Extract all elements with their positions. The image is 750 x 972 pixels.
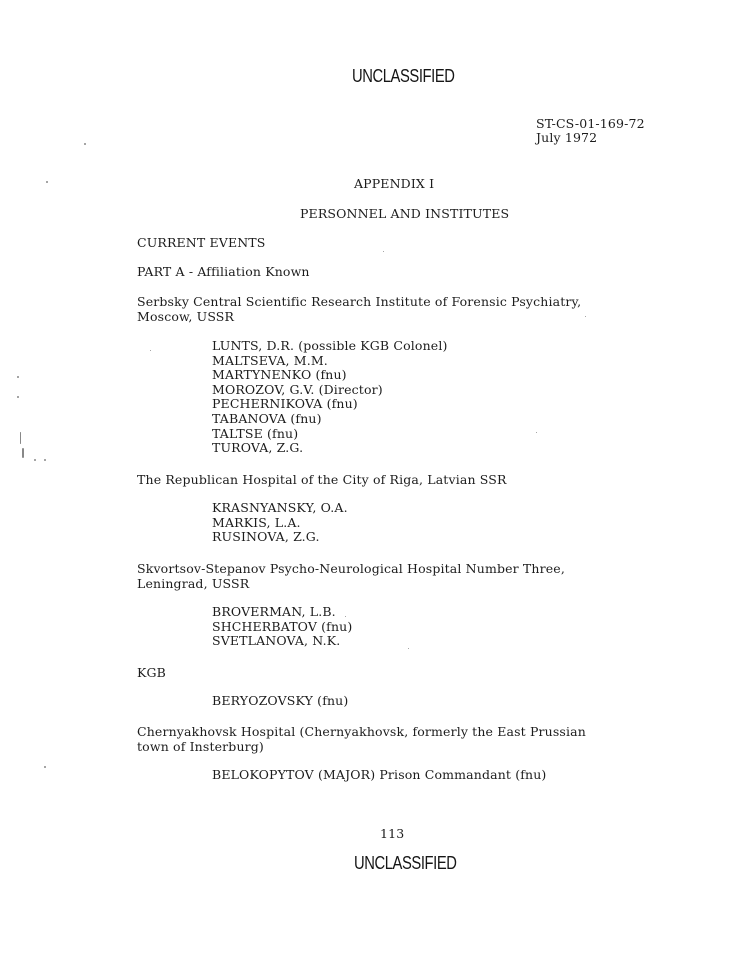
scan-speck bbox=[22, 448, 24, 458]
institution-chernyakhovsk bbox=[137, 724, 586, 754]
institution-name-line: town of Insterburg) bbox=[137, 739, 264, 754]
scan-speck bbox=[44, 766, 46, 768]
personnel-list-riga bbox=[212, 501, 348, 545]
scan-speck bbox=[408, 648, 409, 649]
institution-name-line: KGB bbox=[137, 665, 166, 680]
document-date: July 1972 bbox=[536, 130, 598, 145]
personnel-list-kgb bbox=[212, 694, 348, 709]
institution-name-line: Serbsky Central Scientific Research Institute of Forensic Psychiatry, bbox=[137, 294, 582, 309]
scan-speck bbox=[536, 432, 537, 433]
personnel-entry: BERYOZOVSKY (fnu) bbox=[212, 693, 349, 708]
personnel-entry: MARKIS, L.A. bbox=[212, 514, 301, 530]
scan-speck bbox=[150, 350, 151, 351]
personnel-entry: MALTSEVA, M.M. bbox=[212, 352, 328, 368]
personnel-list-skvortsov bbox=[212, 605, 352, 649]
institution-name-line: Leningrad, USSR bbox=[137, 576, 250, 591]
institution-serbsky bbox=[137, 294, 581, 324]
scan-speck bbox=[34, 459, 36, 461]
personnel-entry: BROVERMAN, L.B. bbox=[212, 604, 336, 619]
institution-riga bbox=[137, 472, 507, 487]
personnel-entry: LUNTS, D.R. (possible KGB Colonel) bbox=[212, 338, 448, 353]
section-heading: CURRENT EVENTS bbox=[137, 235, 266, 250]
page-number: 113 bbox=[380, 826, 405, 841]
personnel-entry: KRASNYANSKY, O.A. bbox=[212, 500, 348, 515]
personnel-entry: TABANOVA (fnu) bbox=[212, 410, 322, 426]
document-number: ST-CS-01-169-72 bbox=[536, 116, 645, 131]
scan-speck bbox=[17, 376, 19, 378]
scan-speck bbox=[84, 143, 86, 145]
institution-name-line: The Republican Hospital of the City of Riga, Latvian SSR bbox=[137, 472, 507, 487]
personnel-entry: MOROZOV, G.V. (Director) bbox=[212, 381, 383, 397]
appendix-subtitle: PERSONNEL AND INSTITUTES bbox=[300, 206, 510, 221]
personnel-entry: SHCHERBATOV (fnu) bbox=[212, 618, 353, 634]
scan-speck bbox=[383, 251, 384, 252]
classification-stamp-bottom: UNCLASSIFIED bbox=[354, 853, 457, 873]
personnel-entry: BELOKOPYTOV (MAJOR) Prison Commandant (fnu) bbox=[212, 767, 547, 782]
scan-speck bbox=[585, 316, 586, 317]
personnel-entry: SVETLANOVA, N.K. bbox=[212, 633, 341, 649]
part-heading: PART A - Affiliation Known bbox=[137, 264, 310, 279]
scan-speck bbox=[44, 459, 46, 461]
personnel-entry: TUROVA, Z.G. bbox=[212, 440, 304, 456]
personnel-list-serbsky bbox=[212, 339, 448, 456]
institution-kgb bbox=[137, 665, 166, 680]
scan-speck bbox=[345, 616, 346, 617]
scan-speck bbox=[46, 181, 48, 183]
scan-speck bbox=[17, 396, 19, 398]
institution-skvortsov bbox=[137, 561, 565, 591]
institution-name-line: Moscow, USSR bbox=[137, 309, 235, 324]
personnel-entry: TALTSE (fnu) bbox=[212, 425, 299, 441]
appendix-title: APPENDIX I bbox=[354, 176, 435, 191]
classification-stamp-top: UNCLASSIFIED bbox=[352, 66, 455, 86]
institution-name-line: Chernyakhovsk Hospital (Chernyakhovsk, formerly the East Prussian bbox=[137, 724, 586, 739]
personnel-entry: PECHERNIKOVA (fnu) bbox=[212, 396, 358, 412]
personnel-list-chernyakhovsk bbox=[212, 768, 546, 783]
personnel-entry: RUSINOVA, Z.G. bbox=[212, 529, 320, 545]
institution-name-line: Skvortsov-Stepanov Psycho-Neurological Hospital Number Three, bbox=[137, 561, 565, 576]
scan-speck bbox=[20, 432, 21, 444]
personnel-entry: MARTYNENKO (fnu) bbox=[212, 367, 347, 383]
